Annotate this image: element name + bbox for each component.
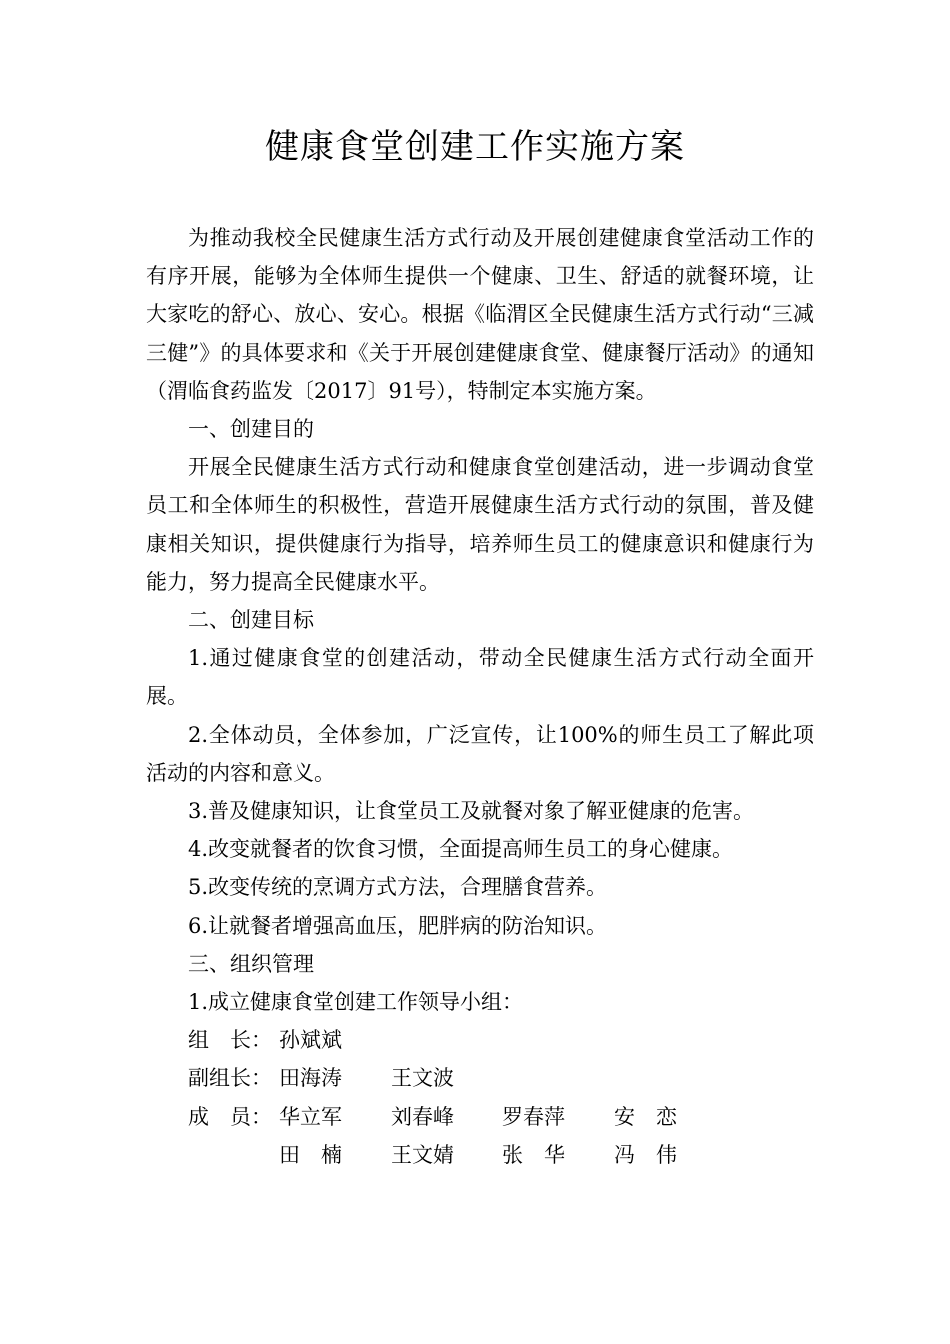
member-name: 田 楠 (279, 1142, 342, 1167)
member-row-leader (146, 1021, 814, 1059)
member-role-label: 组 长： (188, 1028, 272, 1053)
member-role-label: 成 员： (188, 1104, 272, 1129)
section-heading-organization: 三、组织管理 (188, 951, 314, 976)
member-row-deputy (146, 1059, 814, 1097)
member-name: 王文婧 (391, 1142, 454, 1167)
member-row-members-continued (146, 1136, 814, 1174)
member-name: 张 华 (502, 1142, 565, 1167)
goal-item-1: 1.通过健康食堂的创建活动，带动全民健康生活方式行动全面开展。 (146, 646, 814, 709)
section-heading-goals: 二、创建目标 (188, 608, 314, 633)
member-name: 华立军 (279, 1104, 342, 1129)
document-title: 健康食堂创建工作实施方案 (265, 127, 685, 167)
organization-item-1: 1.成立健康食堂创建工作领导小组： (188, 990, 524, 1015)
goal-item-3: 3.普及健康知识，让食堂员工及就餐对象了解亚健康的危害。 (188, 799, 755, 824)
member-name: 刘春峰 (391, 1104, 454, 1129)
section-heading-purpose: 一、创建目的 (188, 417, 314, 442)
member-role-label: 副组长： (188, 1066, 272, 1091)
goal-item-2: 2.全体动员，全体参加，广泛宣传，让100%的师生员工了解此项活动的内容和意义。 (146, 722, 814, 785)
goal-item-4: 4.改变就餐者的饮食习惯，全面提高师生员工的身心健康。 (188, 837, 734, 862)
goal-item-5: 5.改变传统的烹调方式方法，合理膳食营养。 (188, 875, 608, 900)
purpose-paragraph: 开展全民健康生活方式行动和健康食堂创建活动，进一步调动食堂员工和全体师生的积极性，营造开展健康生活方式行动的氛围，普及健康相关知识，提供健康行为指导，培养师生员工的健康意识和健康行为能力，努力提高全民健康水平。 (146, 455, 814, 594)
leadership-group-list (146, 1021, 814, 1174)
member-name: 安 恋 (614, 1104, 677, 1129)
member-name: 冯 伟 (614, 1142, 677, 1167)
member-row-members (146, 1098, 814, 1136)
member-name: 罗春萍 (502, 1104, 565, 1129)
intro-paragraph: 为推动我校全民健康生活方式行动及开展创建健康食堂活动工作的有序开展，能够为全体师生提供一个健康、卫生、舒适的就餐环境，让大家吃的舒心、放心、安心。根据《临渭区全民健康生活方式行动“三减三健”》的具体要求和《关于开展创建健康食堂、健康餐厅活动》的通知（渭临食药监发〔2017〕91号），特制定本实施方案。 (146, 226, 814, 403)
goal-item-6: 6.让就餐者增强高血压，肥胖病的防治知识。 (188, 913, 608, 938)
document-body (146, 219, 814, 1174)
member-name: 田海涛 (279, 1066, 342, 1091)
member-name: 孙斌斌 (279, 1028, 342, 1053)
member-name: 王文波 (391, 1066, 454, 1091)
